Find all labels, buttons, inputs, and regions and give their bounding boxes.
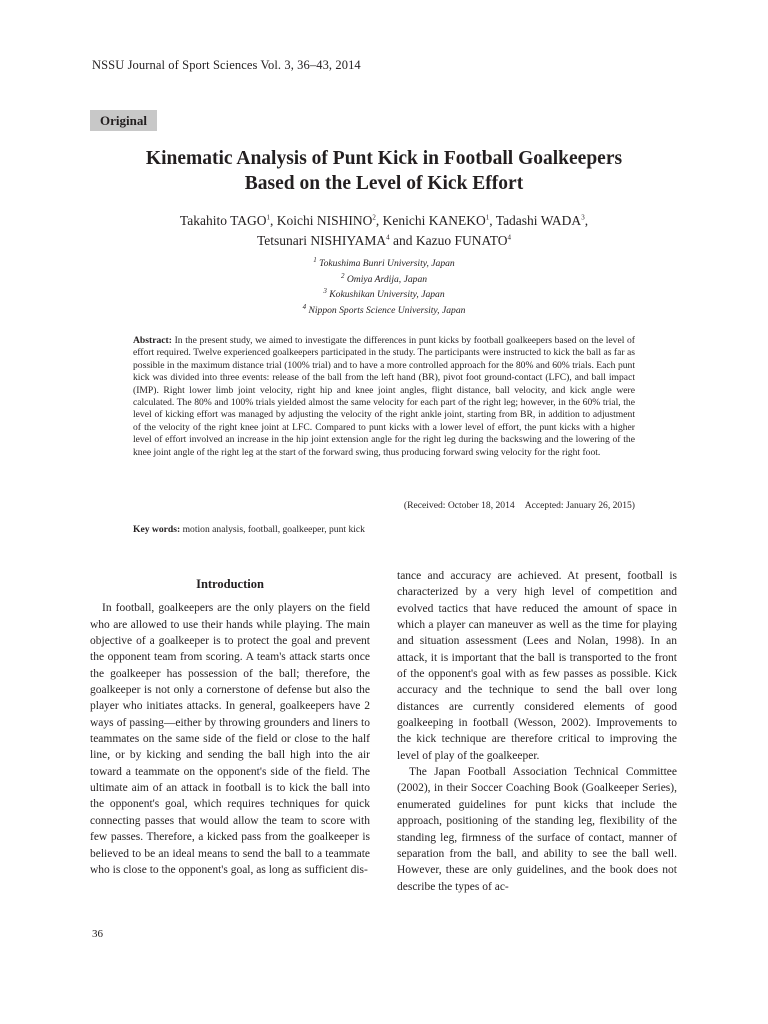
affiliation-text: Nippon Sports Science University, Japan [308, 305, 466, 317]
keywords-text: motion analysis, football, goalkeeper, punt kick [182, 524, 365, 535]
author-affil-mark: 1 [485, 213, 490, 222]
affiliation [60, 303, 708, 319]
title-line-2: Based on the Level of Kick Effort [244, 173, 524, 194]
affiliation [60, 287, 708, 303]
affiliation-mark: 3 [323, 287, 327, 296]
body-paragraph: The Japan Football Association Technical Committee (2002), in their Soccer Coaching Book (Goalkeeper Series), enumerated guidelines for punt kicks that include the approach, positioning of the standing leg, flexibility of the standing leg, firmness of the surface of contact, manner of separation from the ball, and ability to see the ball well. However, these are only guidelines, and the book does not describe the types of ac- [397, 766, 677, 893]
author: Kazuo FUNATO [415, 233, 508, 248]
abstract-label: Abstract: [133, 335, 172, 346]
page-number: 36 [92, 928, 103, 940]
keywords [133, 524, 365, 535]
affiliation-mark: 1 [313, 255, 317, 264]
affiliation-text: Omiya Ardija, Japan [346, 273, 428, 285]
title-line-1: Kinematic Analysis of Punt Kick in Football Goalkeepers [145, 148, 623, 169]
author-separator: , [375, 213, 383, 228]
abstract [133, 335, 635, 459]
author-affil-mark: 2 [372, 213, 376, 222]
author: Koichi NISHINO [276, 213, 373, 228]
abstract-text: In the present study, we aimed to investigate the differences in punt kicks by football goalkeepers based on the level of effort required. Twelve experienced goalkeepers participated in the study. The participants were instructed to kick the ball as far as possible in the maximum distance trial (100% trial) and to have a more controlled approach for the 80% and 60% trials. Each punt kick was divided into three events: release of the ball from the left hand (BR), pivot foot ground-contact (LFC), and ball impact (IMP). Right lower limb joint velocity, right hip and knee joint angles, flight distance, ball velocity, and kick angle were calculated. The 80% and 100% trials yielded almost the same velocity for each part of the right leg; however, in the 60% trial, the level of kicking effort was managed by adjusting the velocity of the right ankle joint, starting from BR, in addition to adjustment of the velocity of the right knee joint at LFC. Compared to punt kicks with a lower level of effort, the punt kicks with a higher level of effort involved an increase in the hip joint extension angle for the right leg during the backswing and the lowering of the knee joint angle of the right leg at the start of the forward swing, thus producing forward swing velocity for the right foot. [133, 335, 635, 458]
author: Takahito TAGO [179, 213, 267, 228]
affiliation-text: Kokushikan University, Japan [329, 289, 445, 301]
author-separator: , [270, 213, 277, 228]
author-affil-mark: 1 [266, 213, 271, 222]
affiliation-text: Tokushima Bunri University, Japan [319, 258, 455, 269]
author-list [60, 211, 708, 251]
author-separator: and [389, 233, 416, 248]
author-separator: , [489, 213, 496, 228]
affiliation-mark: 4 [302, 302, 307, 311]
right-column [397, 568, 677, 895]
affiliation [60, 272, 708, 288]
author-affil-mark: 4 [386, 233, 390, 242]
accepted-date: Accepted: January 26, 2015) [524, 500, 635, 511]
body-paragraph: In football, goalkeepers are the only players on the field who are allowed to use their hands while playing. The main objective of a goalkeeper is to protect the goal and prevent the opponent team from scoring. A team's attack starts once the goalkeeper has possession of the ball; therefore, the goalkeeper is not only a cornerstone of defense but also the player who initiates attacks. In general, goalkeepers have 2 ways of passing—either by throwing grounders and liners to teammates on the same side of the field or close to the half line, or by kicking and sending the ball high into the air toward a teammate on the opponent's side of the field. The ultimate aim of an attack in football is to kick the ball into the opponent's goal, which requires techniques for quick connecting passes that would allow the team to score with few passes. Therefore, a kicked pass from the goalkeeper is believed to be an ideal means to send the ball to a teammate who is close to the opponent's goal, as long as sufficient dis- [90, 602, 370, 876]
paper-title [60, 146, 708, 196]
received-date: (Received: October 18, 2014 [403, 500, 515, 511]
article-type-badge: Original [90, 110, 157, 131]
author: Tadashi WADA [495, 213, 582, 228]
journal-header: NSSU Journal of Sport Sciences Vol. 3, 36–43, 2014 [92, 58, 361, 72]
author-separator: , [584, 213, 589, 228]
author-affil-mark: 3 [581, 213, 585, 222]
left-column [90, 560, 370, 878]
affiliation [60, 256, 708, 272]
affiliation-list [60, 256, 708, 319]
body-paragraph: tance and accuracy are achieved. At present, football is characterized by a very high level of competition and evolved tactics that have reduced the amount of space in which a player can maneuver as well as the time for playing and situation assessment (Lees and Nolan, 1998). In an attack, it is important that the ball is transported to the front of the opponent's goal with as few passes as possible. Kick accuracy and the technique to send the ball over long distances are currently considered elements of good goalkeeping in football (Wesson, 2002). Improvements to the kick technique are therefore critical to improving the level of play of the goalkeeper. [397, 570, 677, 762]
affiliation-mark: 2 [340, 271, 345, 280]
keywords-label: Key words: [133, 524, 181, 535]
author: Tetsunari NISHIYAMA [256, 233, 387, 248]
author-affil-mark: 4 [507, 233, 512, 242]
received-accepted-dates [133, 500, 635, 511]
section-heading: Introduction [196, 577, 264, 591]
author: Kenichi KANEKO [382, 213, 486, 228]
